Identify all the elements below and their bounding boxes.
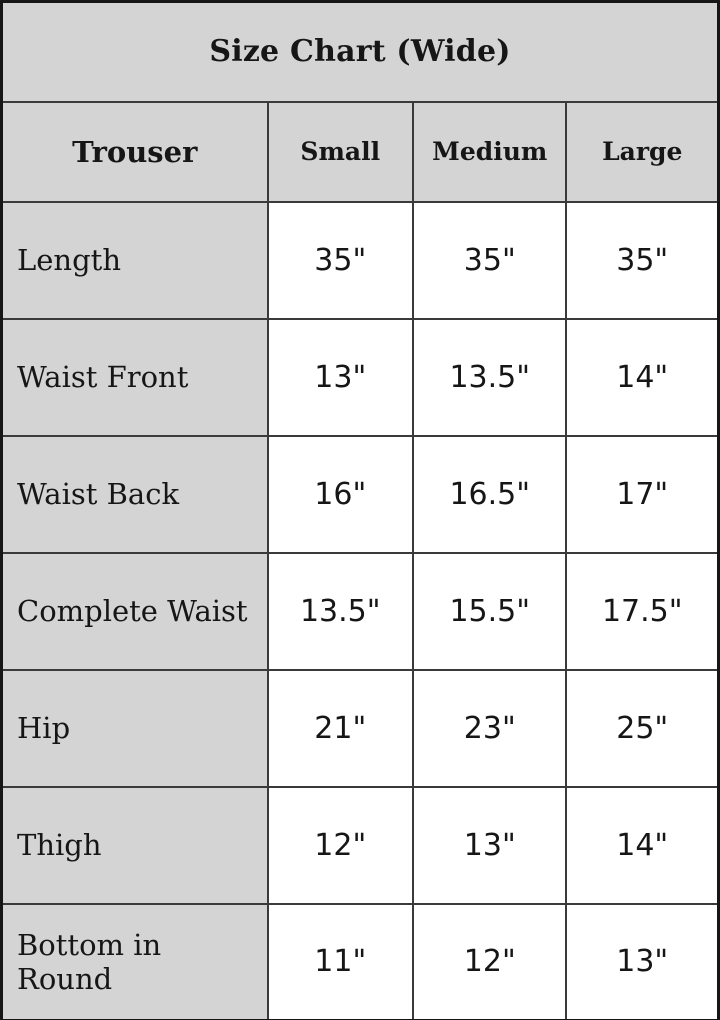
size-value-cell: 25"	[566, 670, 718, 787]
size-value-cell: 13.5"	[413, 319, 566, 436]
size-value-cell: 14"	[566, 319, 718, 436]
table-row-complete-waist	[2, 553, 719, 670]
size-value-cell: 17"	[566, 436, 718, 553]
table-row-hip	[2, 670, 719, 787]
size-value-cell: 12"	[413, 904, 566, 1020]
row-label: Length	[2, 202, 268, 319]
column-header-small: Small	[268, 102, 414, 202]
size-value-cell: 13"	[268, 319, 414, 436]
size-value-cell: 14"	[566, 787, 718, 904]
size-value-cell: 15.5"	[413, 553, 566, 670]
size-value-cell: 11"	[268, 904, 414, 1020]
size-value-cell: 16"	[268, 436, 414, 553]
size-value-cell: 12"	[268, 787, 414, 904]
size-value-cell: 21"	[268, 670, 414, 787]
row-label: Complete Waist	[2, 553, 268, 670]
header-row	[2, 102, 719, 202]
size-value-cell: 35"	[566, 202, 718, 319]
column-header-large: Large	[566, 102, 718, 202]
row-label: Bottom in Round	[2, 904, 268, 1020]
row-label: Thigh	[2, 787, 268, 904]
column-header-trouser: Trouser	[2, 102, 268, 202]
table-row-thigh	[2, 787, 719, 904]
row-label: Waist Front	[2, 319, 268, 436]
title-row	[2, 2, 719, 102]
table-row-bottom-in-round	[2, 904, 719, 1020]
column-header-medium: Medium	[413, 102, 566, 202]
size-value-cell: 13.5"	[268, 553, 414, 670]
table-row-length	[2, 202, 719, 319]
size-value-cell: 35"	[268, 202, 414, 319]
row-label: Hip	[2, 670, 268, 787]
table-row-waist-back	[2, 436, 719, 553]
size-value-cell: 35"	[413, 202, 566, 319]
size-value-cell: 16.5"	[413, 436, 566, 553]
table-row-waist-front	[2, 319, 719, 436]
row-label: Waist Back	[2, 436, 268, 553]
size-value-cell: 23"	[413, 670, 566, 787]
size-value-cell: 17.5"	[566, 553, 718, 670]
size-value-cell: 13"	[566, 904, 718, 1020]
page-title: Size Chart (Wide)	[2, 2, 719, 102]
size-value-cell: 13"	[413, 787, 566, 904]
